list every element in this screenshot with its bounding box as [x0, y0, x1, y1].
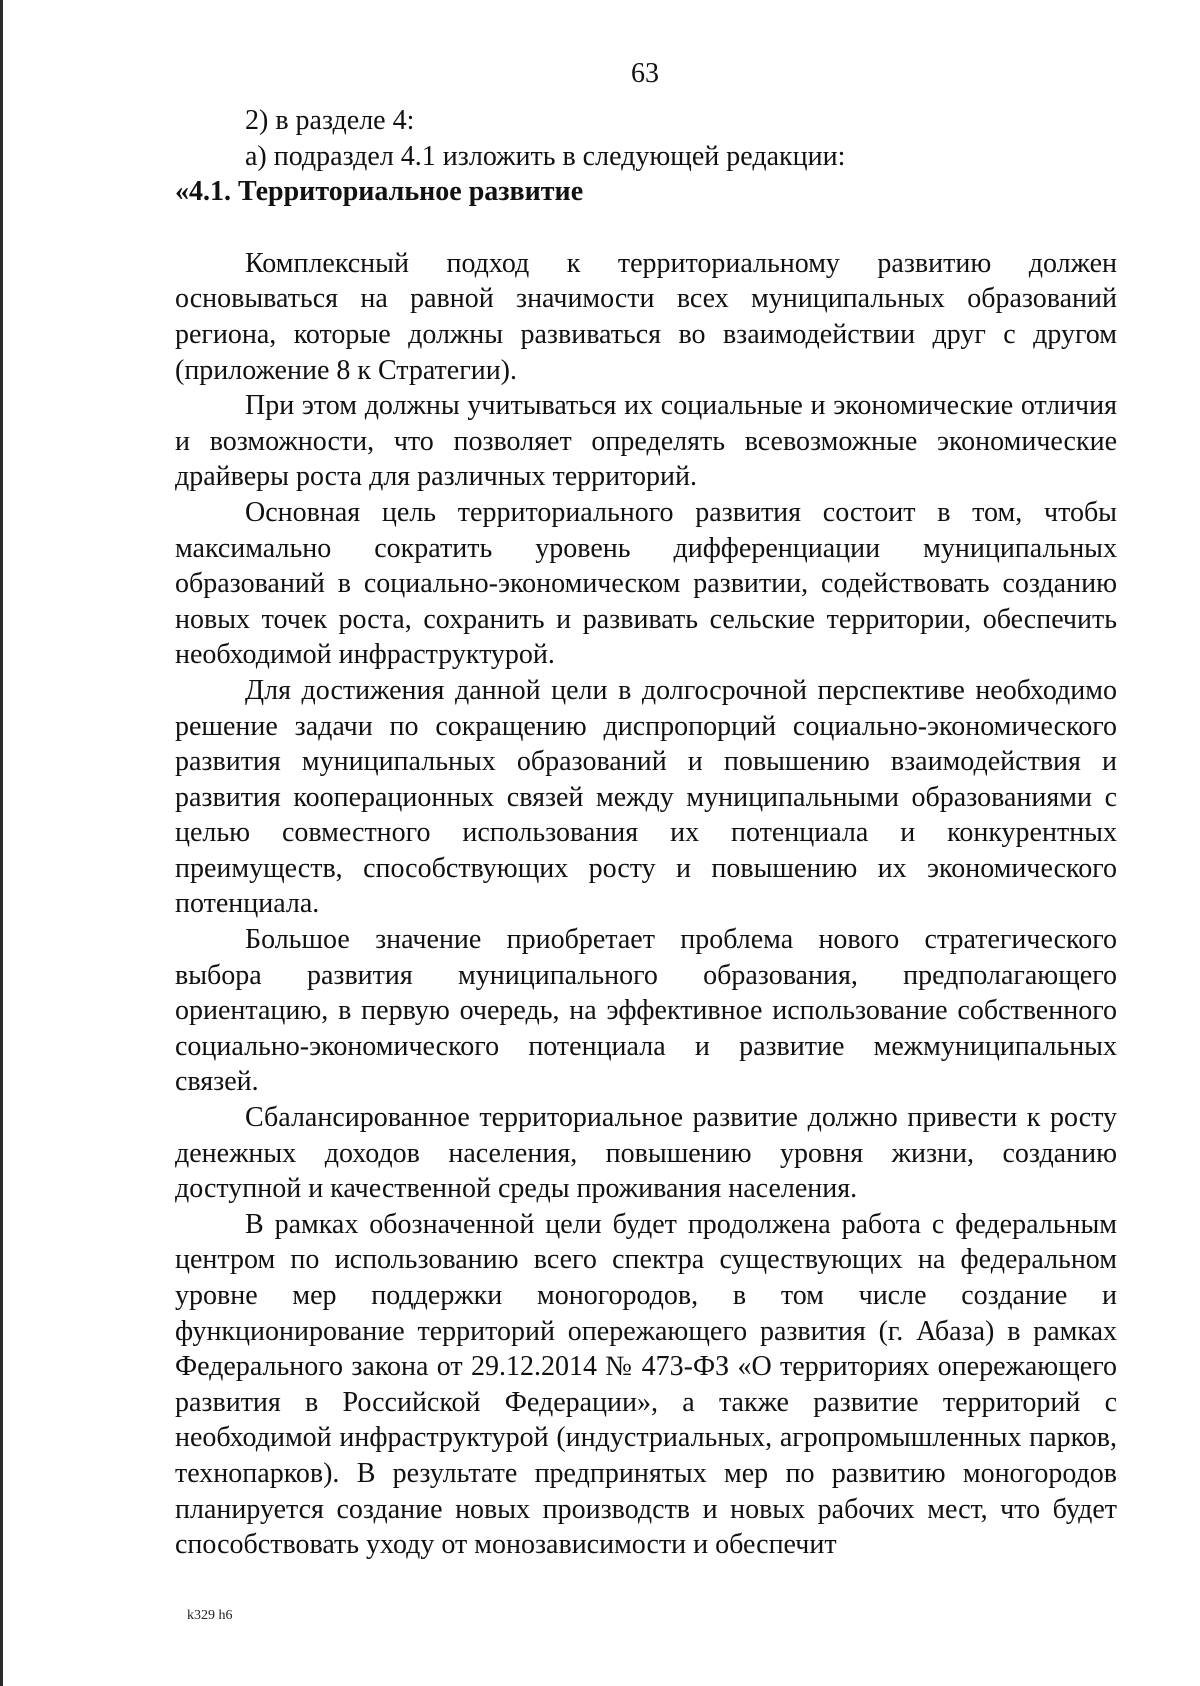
section-title: «4.1. Территориальное развитие	[175, 176, 584, 208]
paragraph-4: Для достижения данной цели в долгосрочной перспективе необходимо решение задачи по сокращению диспропорций социально-экономического развития муниципальных образований и повышению взаимодействия и развития кооперационных связей между муниципальными образованиями с целью совместного использования их потенциала и конкурентных преимуществ, способствующих росту и повышению их экономического потенциала.	[175, 674, 1117, 920]
paragraph-3: Основная цель территориального развития состоит в том, чтобы максимально сократить уровень дифференциации муниципальных образований в социально-экономическом развитии, содействовать созданию новых точек роста, сохранить и развивать сельские территории, обеспечить необходимой инфраструктурой.	[175, 496, 1117, 671]
paragraph-5: Большое значение приобретает проблема нового стратегического выбора развития муниципального образования, предполагающего ориентацию, в первую очередь, на эффективное использование собственного социально-экономического потенциала и развитие межмуниципальных связей.	[175, 924, 1117, 1098]
document-body	[175, 103, 1117, 1563]
paragraph-7: В рамках обозначенной цели будет продолжена работа с федеральным центром по использованию всего спектра существующих на федеральном уровне мер поддержки моногородов, в том числе создание и функционирование территорий опережающего развития (г. Абаза) в рамках Федерального закона от 29.12.2014 № 473-ФЗ «О территориях опережающего развития в Российской Федерации», а также развитие территорий с необходимой инфраструктурой (индустриальных, агропромышленных парков, технопарков). В результате предпринятых мер по развитию моногородов планируется создание новых производств и новых рабочих мест, что будет способствовать уходу от монозависимости и обеспечит	[175, 1208, 1117, 1561]
paragraph-2: При этом должны учитываться их социальные и экономические отличия и возможности, что позволяет определять всевозможные экономические драйверы роста для различных территорий.	[175, 390, 1117, 493]
amendment-line-subsection: а) подраздел 4.1 изложить в следующей редакции:	[245, 140, 846, 172]
title-spacer	[175, 210, 1117, 246]
page-number: 63	[631, 58, 659, 89]
paragraph-1: Комплексный подход к территориальному развитию должен основываться на равной значимости всех муниципальных образований региона, которые должны развиваться во взаимодействии друг с другом (приложение 8 к Стратегии).	[175, 247, 1117, 386]
amendment-line-section: 2) в разделе 4:	[245, 105, 415, 136]
footer-document-code: k329 h6	[187, 1608, 233, 1623]
paragraph-6: Сбалансированное территориальное развитие должно привести к росту денежных доходов населения, повышению уровня жизни, созданию доступной и качественной среды проживания населения.	[175, 1102, 1117, 1205]
scan-left-edge	[0, 0, 3, 1686]
